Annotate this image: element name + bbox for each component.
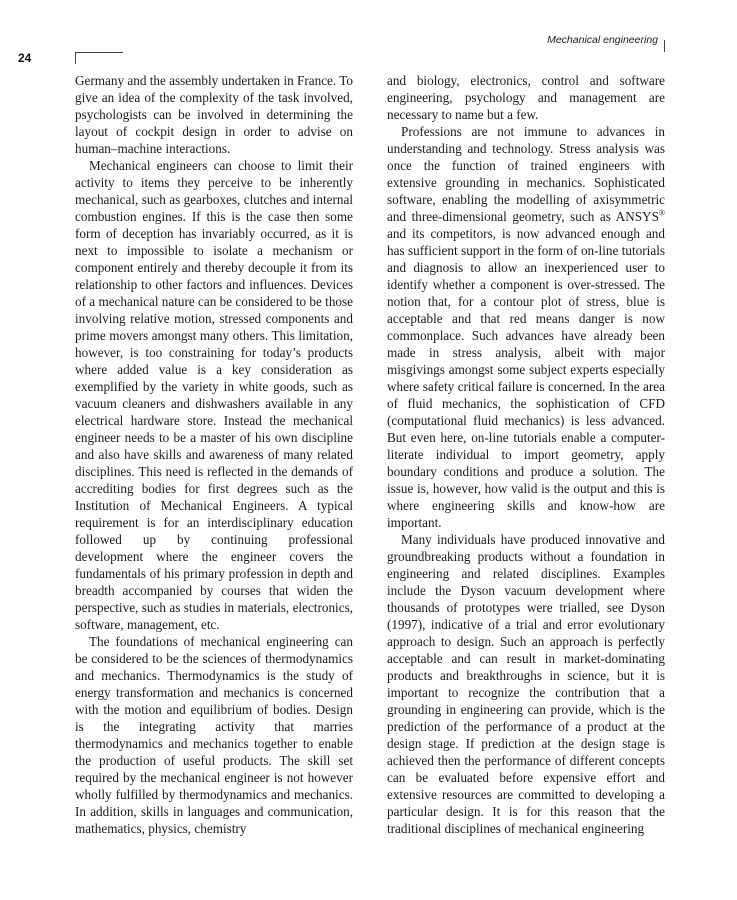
paragraph-continued: Germany and the assembly undertaken in France. To give an idea of the complexity of the task involved, psychologists can be involved in determining the layout of cockpit design in order to advise on human–machine interactions. bbox=[75, 73, 353, 156]
paragraph-professions-part1: Professions are not immune to advances in understanding and technology. Stress analysis was once the function of trained engineers with extensive grounding in mechanics. Sophisticated software, enabling the modelling of axisymmetric and three-dimensional geometry, such as ANSYS bbox=[387, 124, 665, 224]
left-text-column bbox=[75, 72, 353, 837]
header-rule-left-horizontal bbox=[75, 52, 123, 53]
page-number: 24 bbox=[18, 51, 32, 65]
paragraph-professions-part2: and its competitors, is now advanced enough and has sufficient support in the form of on-line tutorials and diagnosis to allow an inexperienced user to identify whether a component is over-stressed. The notion that, for a contour plot of stress, blue is acceptable and that red means danger is now commonplace. Such advances have already been made in stress analysis, albeit with major misgivings amongst some subject experts especially where safety critical failure is concerned. In the area of fluid mechanics, the sophistication of CFD (computational fluid mechanics) is less advanced. But even here, on-line tutorials enable a computer-literate individual to import geometry, apply boundary conditions and produce a solution. The issue is, however, how valid is the output and this is where engineering skills and know-how are important. bbox=[387, 226, 665, 530]
running-head-title: Mechanical engineering bbox=[547, 34, 658, 46]
header-rule-right bbox=[664, 40, 665, 52]
paragraph-continued-right: and biology, electronics, control and software engineering, psychology and management are necessary to name but a few. bbox=[387, 73, 665, 122]
paragraph-professions bbox=[387, 123, 665, 531]
paragraph-mechanical-scope: Mechanical engineers can choose to limit their activity to items they perceive to be inherently mechanical, such as gearboxes, clutches and internal combustion engines. If this is the case then some form of deception has invariably occurred, as it is next to impossible to isolate a mechanism or component entirely and thereby decouple it from its relationship to other factors and influences. Devices of a mechanical nature can be considered to be those involving relative motion, stressed components and prime movers amongst many others. This limitation, however, is too constraining for today’s products where added value is a key consideration as exemplified by the variety in white goods, such as vacuum cleaners and dishwashers available in any electrical hardware store. Instead the mechanical engineer needs to be a master of his own discipline and also have skills and awareness of many related disciplines. This need is reflected in the demands of accrediting bodies for first degrees such as the Institution of Mechanical Engineers. A typical requirement is for an interdisciplinary education followed up by continuing professional development where the engineer covers the fundamentals of his primary profession in depth and breadth accompanied by courses that widen the perspective, such as studies in materials, electronics, software, management, etc. bbox=[75, 158, 353, 632]
registered-trademark-mark: ® bbox=[658, 208, 665, 218]
right-text-column bbox=[387, 72, 665, 837]
header-rule-left-vertical bbox=[75, 52, 76, 64]
paragraph-foundations: The foundations of mechanical engineering can be considered to be the sciences of thermodynamics and mechanics. Thermodynamics is the study of energy transformation and mechanics is concerned with the motion and equilibrium of bodies. Design is the integrating activity that marries thermodynamics and mechanics together to enable the production of useful products. The skill set required by the mechanical engineer is not however wholly fulfilled by thermodynamics and mechanics. In addition, skills in languages and communication, mathematics, physics, chemistry bbox=[75, 634, 353, 836]
paragraph-innovation: Many individuals have produced innovative and groundbreaking products without a foundation in engineering and related disciplines. Examples include the Dyson vacuum development where thousands of prototypes were trialled, see Dyson (1997), indicative of a trial and error evolutionary approach to design. Such an approach is perfectly acceptable and can result in market-dominating products and breakthroughs in science, but it is important to recognize the contribution that a grounding in engineering can provide, which is the prediction of the performance of a product at the design stage. If prediction at the design stage is achieved then the performance of different concepts can be evaluated before expensive effort and extensive resources are committed to developing a particular design. It is for this reason that the traditional disciplines of mechanical engineering bbox=[387, 532, 665, 836]
